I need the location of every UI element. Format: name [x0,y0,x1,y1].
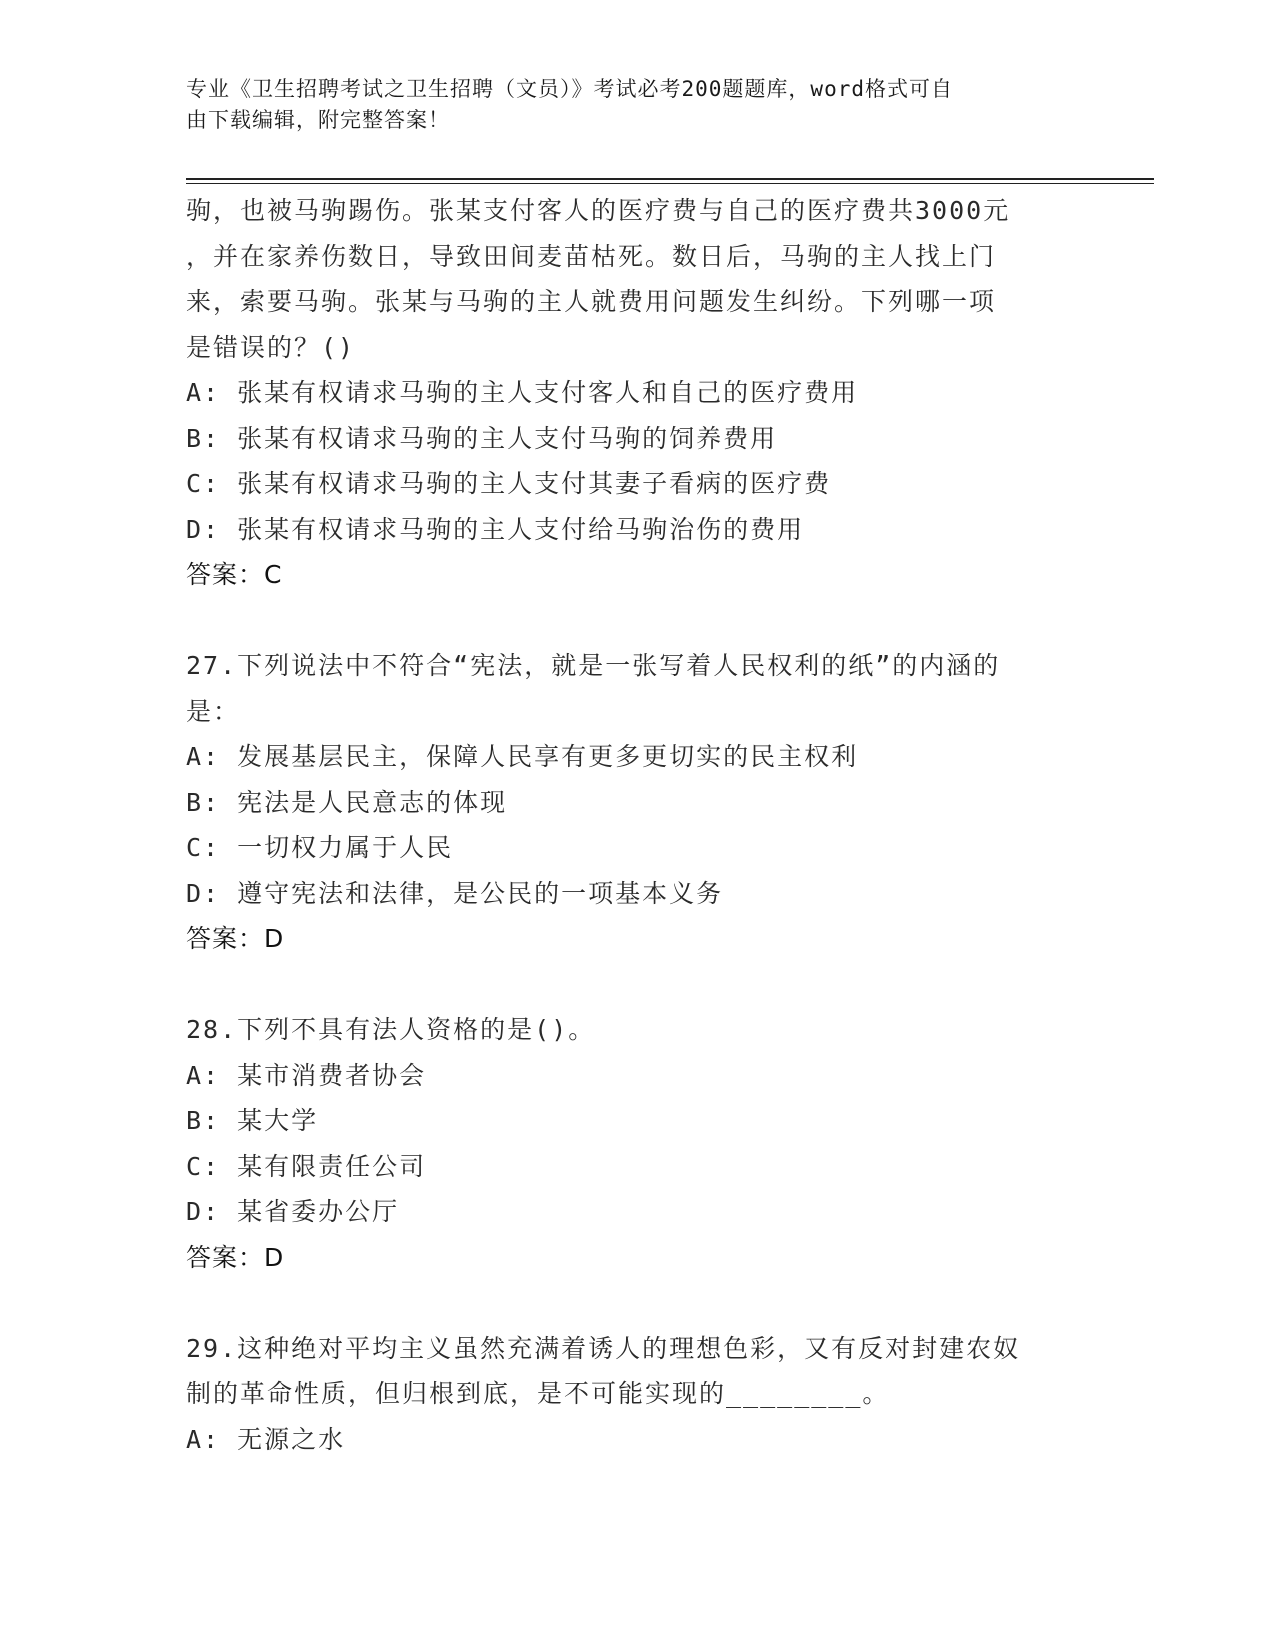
question-stem-line: ，并在家养伤数日，导致田间麦苗枯死。数日后，马驹的主人找上门 [186,241,997,271]
answer-line: 答案：D [186,924,285,953]
question-stem-line: 28.下列不具有法人资格的是()。 [186,1015,596,1044]
header-divider [186,178,1154,184]
document-header [186,74,1066,136]
option-b: B: 某大学 [186,1106,319,1135]
spacer [186,598,1066,644]
question-stem-line: 是错误的？() [186,332,356,362]
spacer [186,962,1066,1008]
question-stem-line: 制的革命性质，但归根到底，是不可能实现的________。 [186,1379,890,1408]
question-stem-line: 是： [186,696,241,726]
question-26 [186,188,1066,598]
option-a: A: 张某有权请求马驹的主人支付客人和自己的医疗费用 [186,378,859,407]
option-a: A: 发展基层民主，保障人民享有更多更切实的民主权利 [186,742,859,771]
header-title-line-1: 专业《卫生招聘考试之卫生招聘（文员）》考试必考200题题库，word格式可自 [186,77,953,101]
header-title-line-2: 由下载编辑，附完整答案！ [186,108,450,132]
option-d: D: 某省委办公厅 [186,1197,400,1226]
spacer [186,1280,1066,1326]
question-stem-line: 来，索要马驹。张某与马驹的主人就费用问题发生纠纷。下列哪一项 [186,287,997,316]
question-stem-line: 驹，也被马驹踢伤。张某支付客人的医疗费与自己的医疗费共3000元 [186,196,1011,225]
question-stem-line: 27.下列说法中不符合“宪法，就是一张写着人民权利的纸”的内涵的 [186,651,1001,680]
option-c: C: 某有限责任公司 [186,1151,427,1181]
answer-line: 答案：C [186,560,283,589]
option-a: A: 无源之水 [186,1424,346,1454]
option-d: D: 张某有权请求马驹的主人支付给马驹治伤的费用 [186,514,805,544]
option-b: B: 张某有权请求马驹的主人支付马驹的饲养费用 [186,423,778,453]
question-27 [186,643,1066,962]
option-b: B: 宪法是人民意志的体现 [186,787,508,817]
question-29 [186,1326,1066,1463]
option-a: A: 某市消费者协会 [186,1060,427,1090]
option-c: C: 一切权力属于人民 [186,833,454,862]
question-28 [186,1007,1066,1280]
option-c: C: 张某有权请求马驹的主人支付其妻子看病的医疗费 [186,469,832,498]
answer-line: 答案：D [186,1242,285,1272]
option-d: D: 遵守宪法和法律，是公民的一项基本义务 [186,878,724,908]
document-body [186,188,1066,1462]
question-stem-line: 29.这种绝对平均主义虽然充满着诱人的理想色彩，又有反对封建农奴 [186,1333,1021,1363]
